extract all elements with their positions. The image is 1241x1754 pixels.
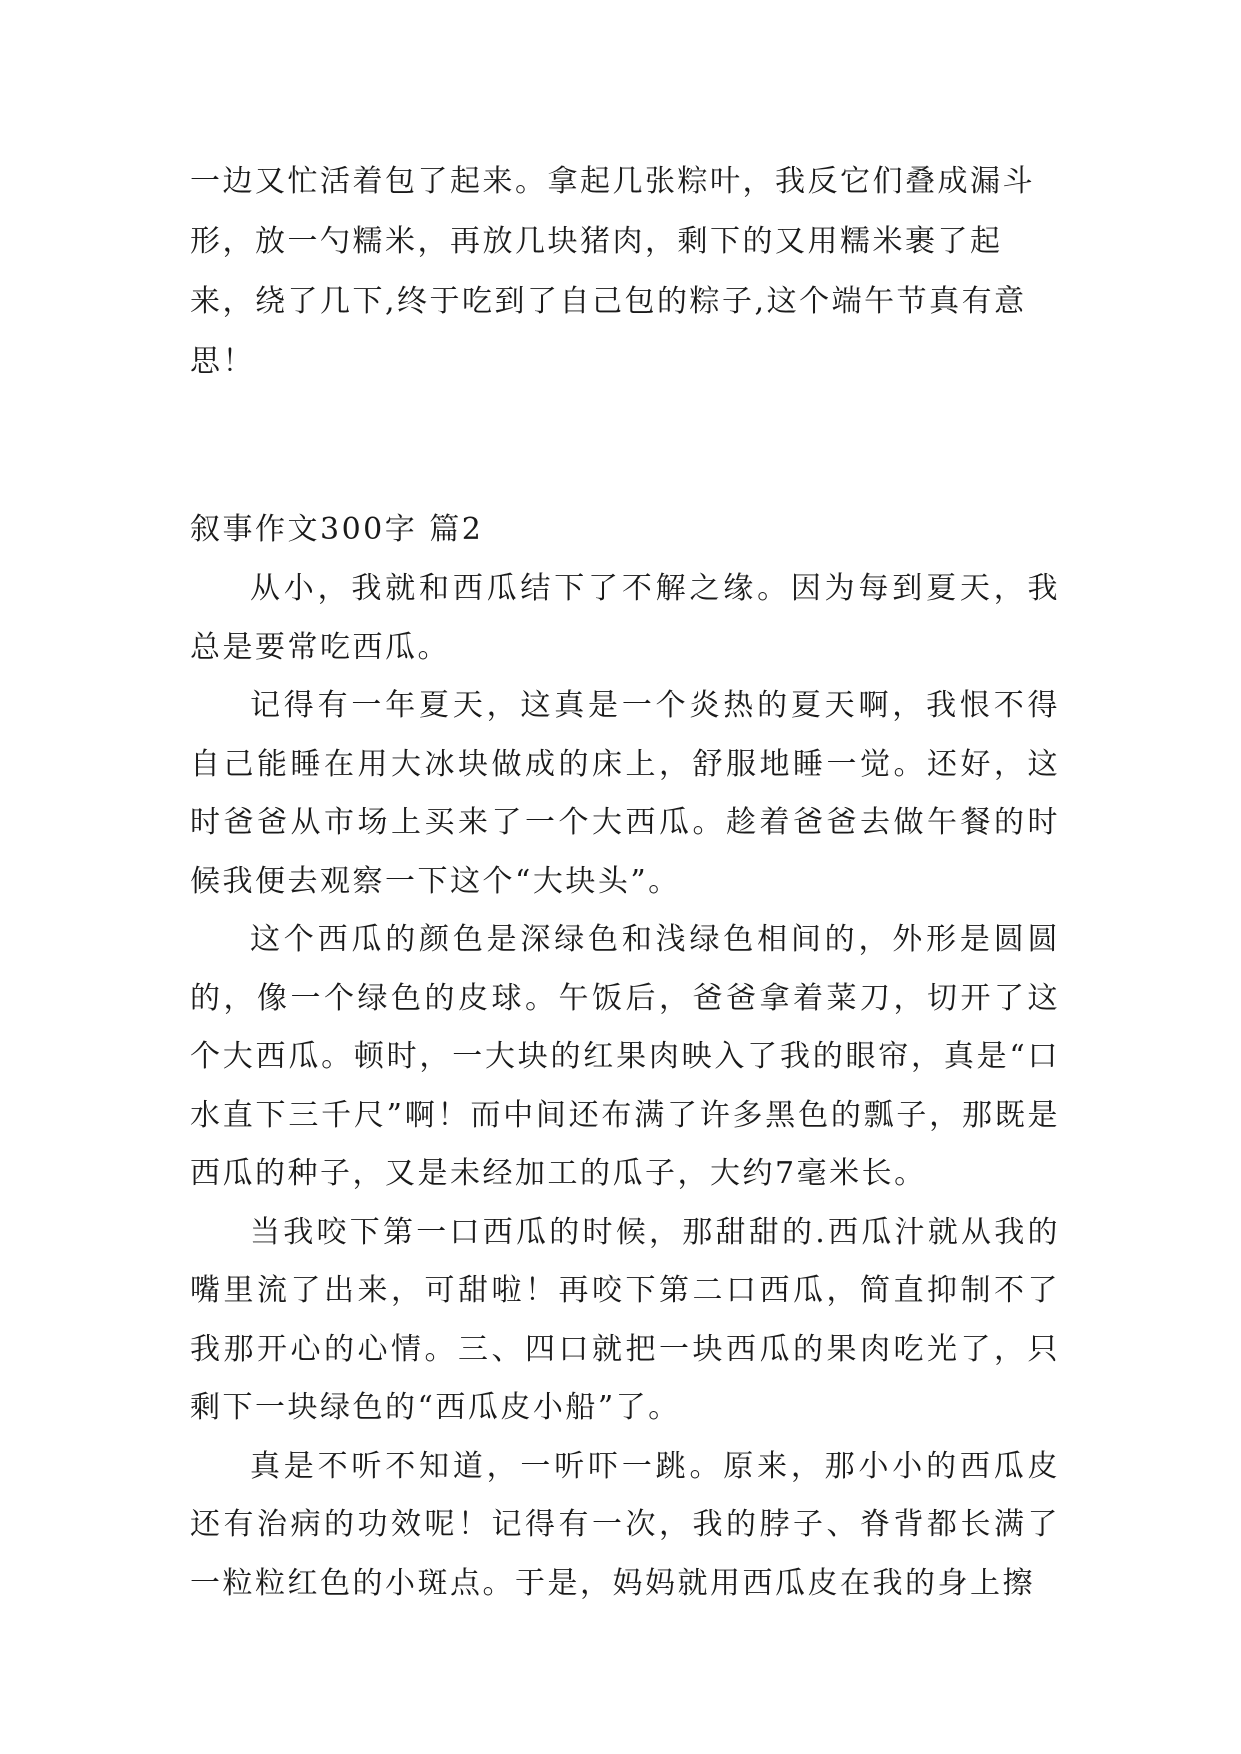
essay-paragraph-1: 从小，我就和西瓜结下了不解之缘。因为每到夏天，我总是要常吃西瓜。 — [190, 571, 1060, 665]
essay-paragraph-2: 记得有一年夏天，这真是一个炎热的夏天啊，我恨不得自己能睡在用大冰块做成的床上，舒服地睡一觉。还好，这时爸爸从市场上买来了一个大西瓜。趁着爸爸去做午餐的时候我便去观察一下这个“大块头”。 — [190, 688, 1060, 899]
document-page — [190, 152, 1060, 1613]
carryover-paragraph: 一边又忙活着包了起来。拿起几张粽叶，我反它们叠成漏斗形，放一勺糯米，再放几块猪肉，剩下的又用糯米裹了起来，绕了几下,终于吃到了自己包的粽子,这个端午节真有意思！ — [190, 164, 1035, 379]
essay-paragraph-3: 这个西瓜的颜色是深绿色和浅绿色相间的，外形是圆圆的，像一个绿色的皮球。午饭后，爸爸拿着菜刀，切开了这个大西瓜。顿时，一大块的红果肉映入了我的眼帘，真是“口水直下三千尺”啊！而中间还布满了许多黑色的瓢子，那既是西瓜的种子，又是未经加工的瓜子，大约7毫米长。 — [190, 922, 1060, 1191]
essay-paragraph-5: 真是不听不知道，一听吓一跳。原来，那小小的西瓜皮还有治病的功效呢！记得有一次，我的脖子、脊背都长满了一粒粒红色的小斑点。于是，妈妈就用西瓜皮在我的身上擦 — [190, 1448, 1060, 1601]
essay-heading: 叙事作文300字 篇2 — [190, 512, 484, 547]
section-spacer — [190, 392, 1060, 500]
essay-paragraph-4: 当我咬下第一口西瓜的时候，那甜甜的.西瓜汁就从我的嘴里流了出来，可甜啦！再咬下第二口西瓜，简直抑制不了我那开心的心情。三、四口就把一块西瓜的果肉吃光了，只剩下一块绿色的“西瓜皮小船”了。 — [190, 1214, 1060, 1425]
